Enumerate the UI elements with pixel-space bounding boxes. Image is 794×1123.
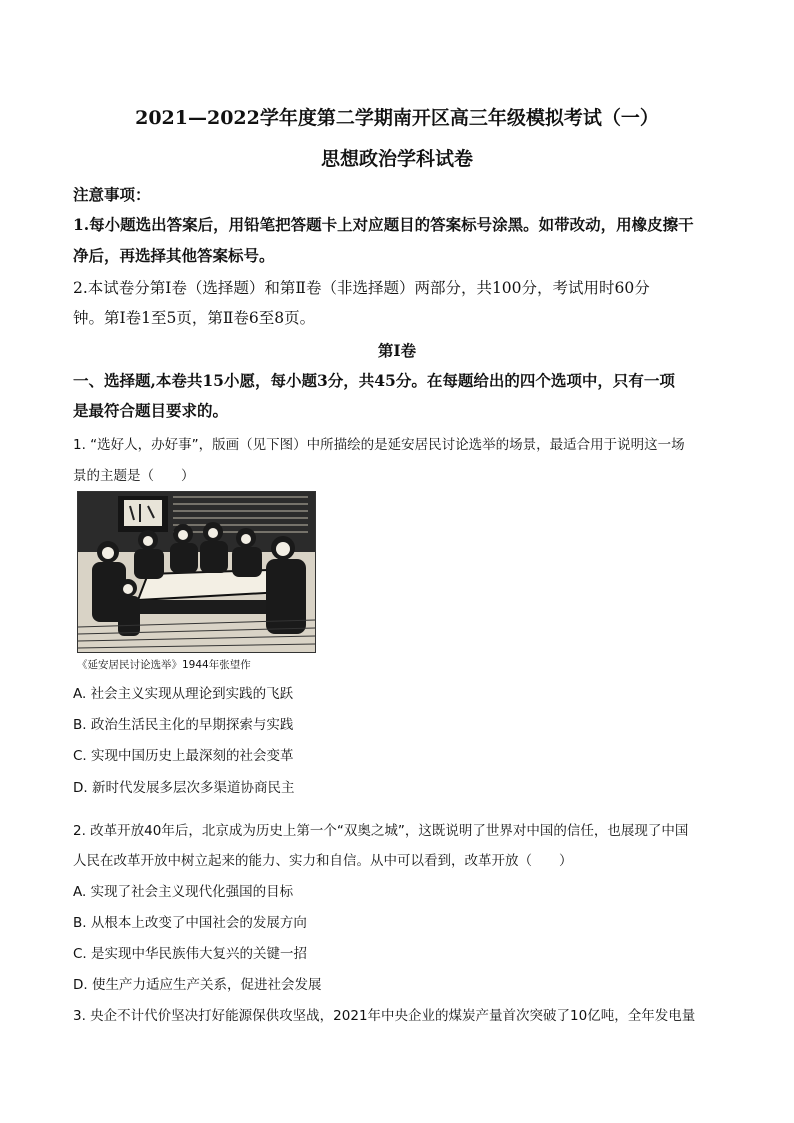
question-2-option-a[interactable]: A. 实现了社会主义现代化强国的目标	[73, 884, 294, 900]
notice-item-2-cont: 钟。第Ⅰ卷1至5页，第Ⅱ卷6至8页。	[73, 309, 316, 327]
question-2-option-d[interactable]: D. 使生产力适应生产关系，促进社会发展	[73, 977, 322, 993]
notice-item-1-cont: 净后，再选择其他答案标号。	[73, 246, 275, 265]
woodcut-illustration	[78, 492, 315, 652]
image-caption: 《延安居民讨论选举》1944年张望作	[77, 659, 251, 671]
question-1-option-c[interactable]: C. 实现中国历史上最深刻的社会变革	[73, 748, 294, 764]
question-2-stem-cont: 人民在改革开放中树立起来的能力、实力和自信。从中可以看到，改革开放（ ）	[73, 853, 573, 869]
notice-item-1: 1.每小题选出答案后，用铅笔把答题卡上对应题目的答案标号涂黑。如带改动，用橡皮擦干	[73, 215, 694, 234]
question-2-option-c[interactable]: C. 是实现中华民族伟大复兴的关键一招	[73, 946, 308, 962]
question-1-option-d[interactable]: D. 新时代发展多层次多渠道协商民主	[73, 780, 295, 796]
section-instruction-cont: 是最符合题目要求的。	[73, 401, 229, 420]
woodcut-image	[77, 491, 316, 653]
part-label: 第Ⅰ卷	[377, 341, 417, 360]
question-1-stem-cont: 景的主题是（ ）	[73, 468, 195, 484]
question-2-option-b[interactable]: B. 从根本上改变了中国社会的发展方向	[73, 915, 307, 931]
notice-item-2: 2.本试卷分第Ⅰ卷（选择题）和第Ⅱ卷（非选择题）两部分，共100分，考试用时60分	[73, 279, 650, 297]
question-1-stem: 1. “选好人，办好事”，版画（见下图）中所描绘的是延安居民讨论选举的场景，最适合用于说明这一场	[73, 437, 685, 453]
notice-heading: 注意事项：	[73, 185, 151, 204]
section-instruction: 一、选择题,本卷共15小愿，每小题3分，共45分。在每题给出的四个选项中，只有一项	[73, 371, 675, 390]
question-3-stem: 3. 央企不计代价坚决打好能源保供攻坚战，2021年中央企业的煤炭产量首次突破了10亿吨，全年发电量	[73, 1008, 696, 1024]
question-1-option-b[interactable]: B. 政治生活民主化的早期探索与实践	[73, 717, 294, 733]
exam-title: 2021—2022学年度第二学期南开区高三年级模拟考试（一）	[135, 107, 659, 129]
exam-subtitle: 思想政治学科试卷	[320, 148, 473, 170]
question-1-option-a[interactable]: A. 社会主义实现从理论到实践的飞跃	[73, 686, 294, 702]
question-2-stem: 2. 改革开放40年后，北京成为历史上第一个“双奥之城”，这既说明了世界对中国的信任，也展现了中国	[73, 823, 689, 839]
